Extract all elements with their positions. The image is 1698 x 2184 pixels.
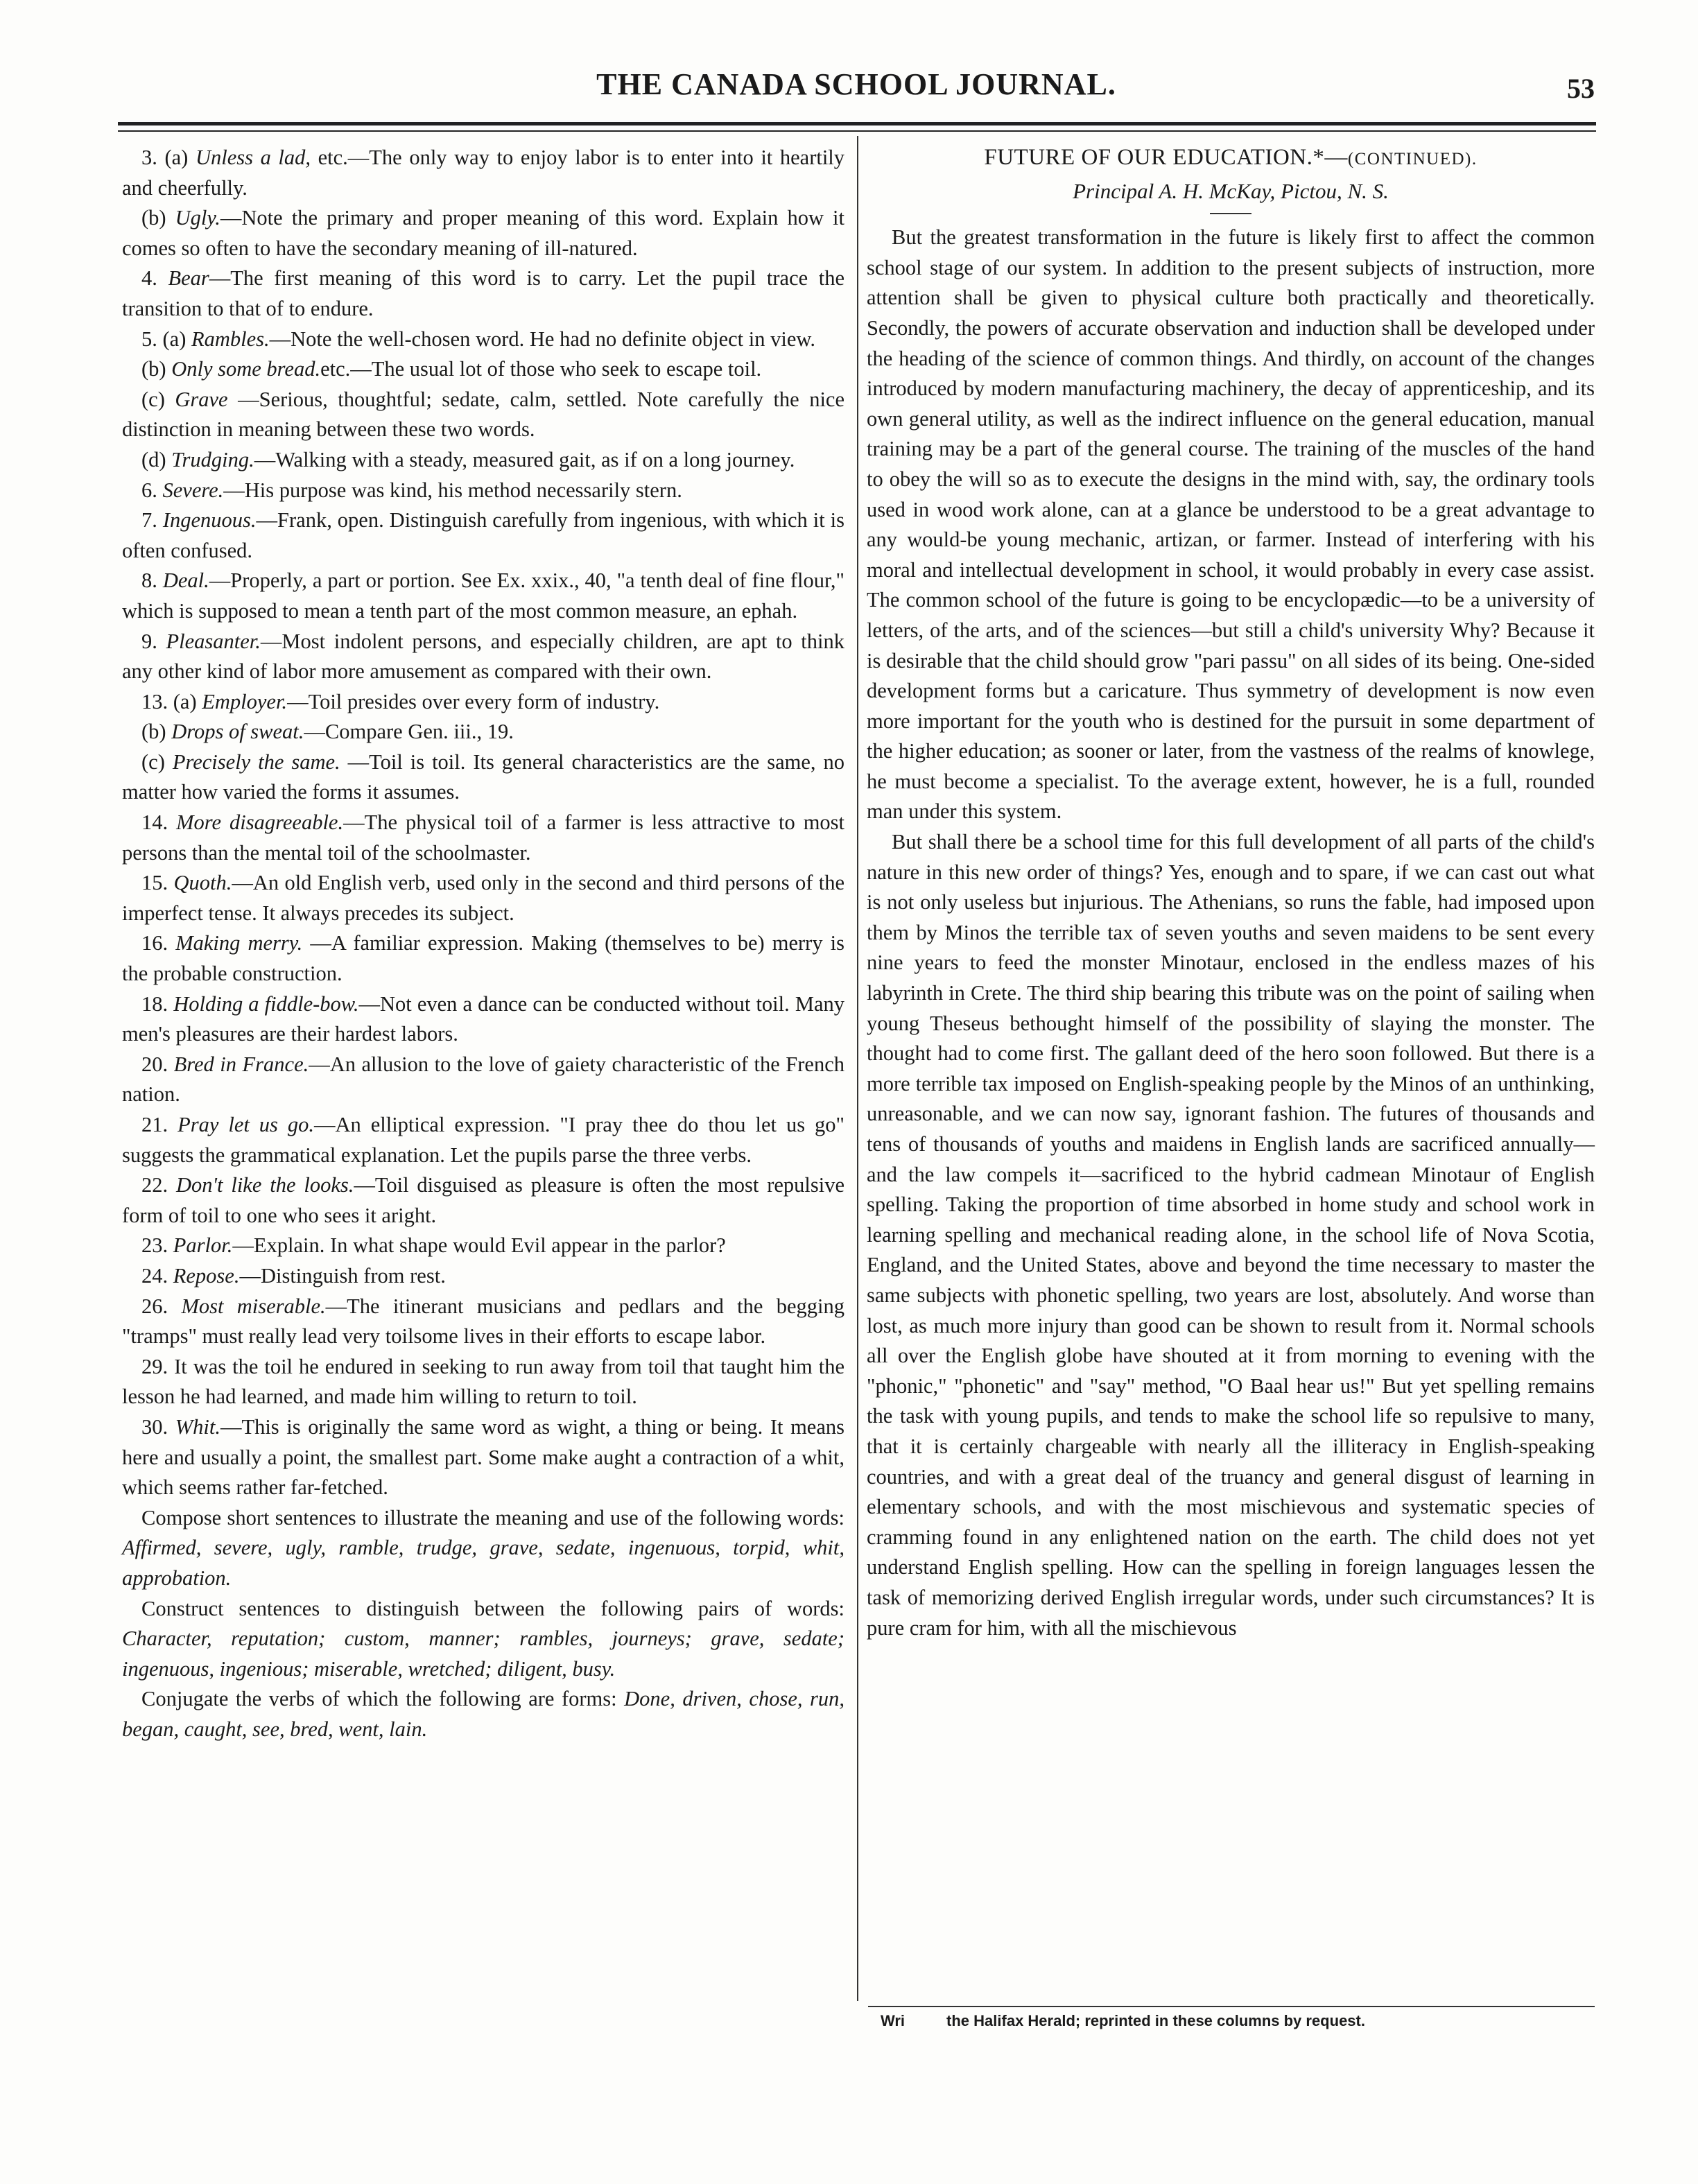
note-subletter: (c) — [141, 387, 165, 411]
article-paragraph-1: But the greatest transformation in the future is likely first to affect the common school stage of our system. In addition to the present subjects of instruction, more attention shall be given to physical culture both practically and theoretically. Secondly, the powers of accurate observation and induction shall be developed under the heading of the science of common things. And thirdly, on account of the changes introduced by modern manufacturing machinery, the decay of apprenticeship, and its own general utility, as well as the indirect influence on the general education, manual training may be a part of the general course. The training of the muscles of the hand to obey the will so as to execute the designs in the mind with, say, the ordinary tools used in wood work alone, can at a glance be understood to be a great advantage to any would-be young mechanic, artizan, or farmer. Instead of interfering with his moral and intellectual development in school, it would probably in every case assist. The common school of the future is going to be encyclopædic—to be a university of letters, of the arts, and of the sciences—but still a child's university Why? Because it is desirable that the child should grow "pari passu" on all sides of its being. One-sided development forms but a caricature. Thus symmetry of development is now even more important for the youth who is destined for the pursuit in some department of the higher education; as sooner or later, from the vastness of the realms of knowlege, he must become a specialist. To the average extent, however, he is a full, rounded man under this system. — [867, 225, 1595, 824]
note-number: 15. — [141, 871, 168, 895]
lesson-note — [122, 687, 844, 718]
note-text: etc.—The only way to enjoy labor is to enter into it heartily and cheerfully. — [122, 146, 845, 200]
note-text: —Distinguish from rest. — [239, 1263, 446, 1288]
footnote-lead: Wri — [881, 2012, 906, 2029]
note-number: 21. — [141, 1113, 168, 1136]
lesson-note — [122, 747, 844, 808]
article-author: Principal A. H. McKay, Pictou, N. S. — [1073, 178, 1389, 203]
lesson-note — [122, 717, 844, 747]
footnote — [881, 2011, 1588, 2031]
note-text: —Walking with a steady, measured gait, as if on a long journey. — [254, 447, 795, 471]
note-number: 7. — [141, 508, 157, 532]
note-text: —The first meaning of this word is to carry. Let the pupil trace the transition to that of to endure. — [122, 266, 845, 320]
note-number: 20. — [141, 1052, 168, 1076]
note-text: —An old English verb, used only in the second and third persons of the imperfect tense. It always precedes its subject. — [122, 871, 844, 925]
lesson-note — [122, 808, 844, 868]
lesson-note — [122, 1412, 844, 1503]
note-text: —Serious, thoughtful; sedate, calm, settled. Note carefully the nice distinction in meaning between these two words. — [122, 387, 845, 442]
note-text: —Note the primary and proper meaning of this word. Explain how it comes so often to have the secondary meaning of ill-natured. — [122, 206, 845, 260]
lesson-note — [122, 143, 844, 203]
note-term: Pray let us go. — [177, 1113, 314, 1136]
footnote-text: the Halifax Herald; reprinted in these columns by request. — [946, 2012, 1365, 2029]
note-number: 3. — [141, 146, 157, 169]
note-number: 8. — [141, 569, 157, 593]
right-column — [867, 143, 1595, 1643]
note-subletter: (c) — [141, 749, 165, 774]
note-term: Bear — [168, 266, 209, 291]
lesson-note — [122, 203, 844, 263]
note-subletter: (a) — [162, 327, 187, 351]
note-text: —An allusion to the love of gaiety characteristic of the French nation. — [122, 1052, 844, 1107]
lesson-note — [122, 566, 844, 626]
lesson-note — [122, 1231, 844, 1261]
note-term: Holding a fiddle-bow. — [173, 991, 359, 1016]
lesson-note — [122, 868, 844, 928]
note-number: 9. — [141, 629, 157, 653]
note-term: Precisely the same. — [172, 749, 340, 774]
column-divider — [857, 136, 858, 2001]
note-term: Deal. — [162, 569, 209, 593]
construct-intro: Construct sentences to distinguish between the following pairs of words: — [141, 1596, 844, 1620]
note-text: —This is originally the same word as wight, a thing or being. It means here and usually a point, the smallest part. Some make aught a contraction of a whit, which seems rather far-fetched. — [122, 1414, 844, 1500]
conjugate-exercise — [122, 1684, 844, 1744]
note-term: Whit. — [175, 1414, 220, 1439]
note-subletter: (d) — [141, 447, 166, 471]
article-title-continued: (CONTINUED). — [1347, 150, 1478, 168]
note-subletter: (a) — [164, 146, 189, 169]
note-term: Severe. — [162, 478, 224, 502]
page-header — [118, 67, 1595, 111]
note-term: Only some bread. — [171, 357, 321, 381]
note-term: Grave — [175, 387, 228, 411]
note-term: Employer. — [202, 689, 288, 713]
lesson-note — [122, 1261, 844, 1292]
left-column — [122, 143, 844, 1744]
lesson-note — [122, 627, 844, 687]
note-term: Most miserable. — [181, 1294, 326, 1318]
lesson-note — [122, 1050, 844, 1110]
note-text: —Toil disguised as pleasure is often the most repulsive form of toil to one who sees it aright. — [122, 1173, 845, 1227]
lesson-note — [122, 1170, 844, 1231]
lesson-note — [122, 928, 844, 989]
compose-exercise — [122, 1503, 844, 1594]
note-number: 14. — [141, 811, 168, 835]
note-term: Ingenuous. — [162, 508, 257, 532]
compose-intro: Compose short sentences to illustrate the meaning and use of the following words: — [141, 1505, 844, 1529]
note-number: 26. — [141, 1294, 168, 1318]
lesson-note — [122, 324, 844, 355]
article-title-main: FUTURE OF OUR EDUCATION.*— — [984, 145, 1348, 170]
note-number: 13. — [141, 689, 168, 713]
lesson-note — [122, 385, 844, 445]
note-term: Drops of sweat. — [171, 720, 304, 744]
note-text: —Explain. In what shape would Evil appear in the parlor? — [232, 1233, 726, 1258]
note-text: —Frank, open. Distinguish carefully from ingenious, with which it is often confused. — [122, 508, 845, 562]
note-term: Pleasanter. — [166, 629, 261, 653]
note-number: 29. — [141, 1354, 168, 1378]
lesson-note — [122, 1292, 844, 1352]
note-text: etc.—The usual lot of those who seek to escape toil. — [320, 357, 762, 381]
note-term: Unless a lad, — [195, 146, 311, 169]
lesson-note — [122, 476, 844, 506]
lesson-note — [122, 263, 844, 324]
lesson-note — [122, 354, 844, 385]
note-term: Don't like the looks. — [175, 1173, 354, 1197]
journal-title: THE CANADA SCHOOL JOURNAL. — [596, 67, 1116, 101]
note-number: 24. — [141, 1263, 168, 1288]
title-rule — [1210, 213, 1251, 214]
note-subletter: (b) — [141, 720, 166, 744]
note-number: 30. — [141, 1414, 168, 1439]
lesson-note — [122, 505, 844, 566]
note-term: Ugly. — [175, 206, 220, 230]
entry-list — [122, 143, 844, 1503]
note-number: 5. — [141, 327, 157, 351]
note-term: Rambles. — [191, 327, 270, 351]
article-title — [867, 143, 1595, 175]
note-number: 22. — [141, 1173, 168, 1197]
note-term: Bred in France. — [173, 1052, 309, 1076]
note-number: 18. — [141, 991, 168, 1016]
construct-exercise — [122, 1594, 844, 1685]
compose-words: Affirmed, severe, ugly, ramble, trudge, grave, sedate, ingenuous, torpid, whit, approbation. — [122, 1536, 844, 1590]
construct-words: Character, reputation; custom, manner; rambles, journeys; grave, sedate; ingenuous, ingenious; miserable, wretched; diligent, busy. — [122, 1627, 844, 1681]
page-number: 53 — [1567, 73, 1595, 104]
note-term: Repose. — [173, 1263, 240, 1288]
note-subletter: (b) — [141, 357, 166, 381]
conjugate-words: Done, driven, chose, run, began, caught, see, bred, went, lain. — [122, 1687, 845, 1741]
note-text: —Compare Gen. iii., 19. — [304, 720, 514, 744]
note-text: —Toil is toil. Its general characteristics are the same, no matter how varied the forms it assumes. — [122, 749, 845, 804]
conjugate-intro: Conjugate the verbs of which the following are forms: — [141, 1687, 617, 1711]
note-term: More disagreeable. — [176, 811, 344, 835]
note-text: —Properly, a part or portion. See Ex. xxix., 40, "a tenth deal of fine flour," which is supposed to mean a tenth part of the most common measure, an ephah. — [122, 569, 844, 623]
lesson-note — [122, 1110, 844, 1170]
note-term: Parlor. — [173, 1233, 233, 1258]
note-number: 6. — [141, 478, 157, 502]
note-text: It was the toil he endured in seeking to run away from toil that taught him the lesson he had learned, and made him willing to return to toil. — [122, 1354, 845, 1409]
article-paragraph-2: But shall there be a school time for this full development of all parts of the child's nature in this new order of things? Yes, enough and to spare, if we can cast out what is not only useless but injurious. The Athenians, so runs the fable, had imposed upon them by Minos the terrible tax of seven youths and seven maidens to be sent every nine years to feed the monster Minotaur, enclosed in the endless mazes of his labyrinth in Crete. The third ship bearing this tribute was on the point of sailing when young Theseus bethought himself of the possibility of slaying the monster. The thought had to come first. The gallant deed of the hero soon followed. But there is a more terrible tax imposed on English-speaking people by the Minos of an unthinking, unreasonable, and we can now say, ignorant fashion. The futures of thousands and tens of thousands of youths and maidens in English lands are sacrificed annually—and the law compels it—sacrificed to the hybrid cadmean Minotaur of English spelling. Taking the proportion of time absorbed in home study and school work in learning spelling and mechanical reading alone, in the school life of Nova Scotia, England, and the United States, above and beyond the time necessary to master the same subjects with phonetic spelling, two years are lost, absolutely. And worse than lost, as much more injury than good can be shown to result from it. Normal schools all over the English globe have shouted at it from morning to evening with the "phonic," "phonetic" and "say" method, "O Baal hear us!" But yet spelling remains the task with young pupils, and tends to make the school life so repulsive to many, that it is certainly chargeable with nearly all the illiteracy in English-speaking countries, and with a great deal of the truancy and general disgust of learning in elementary schools, and with the most mischievous and systematic species of cramming found in any enlightened nation on the earth. The child does not yet understand English spelling. How can the spelling in foreign languages lessen the task of memorizing derived English irregular words, under such circumstances? It is pure cram for him, with all the mischievous — [867, 830, 1595, 1640]
note-term: Quoth. — [173, 871, 232, 895]
note-text: —An elliptical expression. "I pray thee do thou let us go" suggests the grammatical explanation. Let the pupils parse the three verbs. — [122, 1113, 844, 1167]
note-text: —Toil presides over every form of industry. — [287, 689, 660, 713]
note-subletter: (b) — [141, 206, 166, 230]
lesson-note — [122, 989, 844, 1050]
header-rule-thin — [118, 130, 1596, 132]
note-term: Trudging. — [171, 447, 254, 471]
footnote-rule — [868, 2006, 1595, 2007]
note-term: Making merry. — [175, 931, 303, 955]
note-subletter: (a) — [173, 689, 197, 713]
note-text: —His purpose was kind, his method necessarily stern. — [223, 478, 682, 502]
note-text: —Not even a dance can be conducted without toil. Many men's pleasures are their hardest labors. — [122, 991, 845, 1046]
note-number: 16. — [141, 931, 168, 955]
note-text: —Most indolent persons, and especially children, are apt to think any other kind of labor more amusement as compared with their own. — [122, 629, 844, 684]
note-text: —The physical toil of a farmer is less attractive to most persons than the mental toil of the schoolmaster. — [122, 811, 845, 865]
note-text: —Note the well-chosen word. He had no definite object in view. — [269, 327, 816, 351]
lesson-note — [122, 445, 844, 476]
note-number: 4. — [141, 266, 157, 291]
note-text: —A familiar expression. Making (themselves to be) merry is the probable construction. — [122, 931, 845, 986]
note-number: 23. — [141, 1233, 168, 1258]
note-text: —The itinerant musicians and pedlars and the begging "tramps" must really lead very toilsome lives in their efforts to escape labor. — [122, 1294, 844, 1349]
lesson-note — [122, 1352, 844, 1412]
header-rule-thick — [118, 122, 1596, 125]
